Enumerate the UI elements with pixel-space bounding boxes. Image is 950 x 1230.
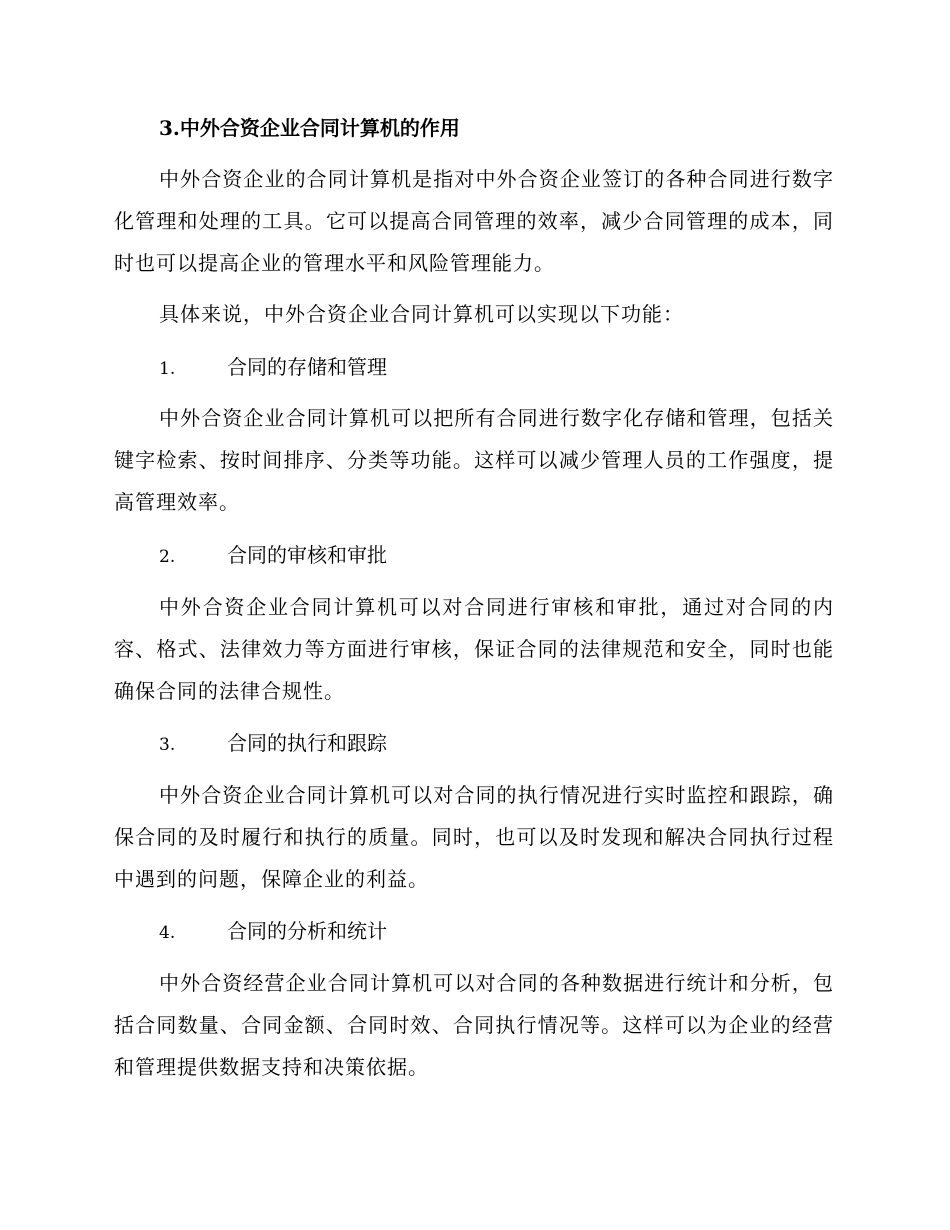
list-item-body: 中外合资企业合同计算机可以对合同的执行情况进行实时监控和跟踪，确保合同的及时履行和执行的质量。同时，也可以及时发现和解决合同执行过程中遇到的问题，保障企业的利益。: [114, 783, 834, 891]
intro-paragraph: 中外合资企业的合同计算机是指对中外合资企业签订的各种合同进行数字化管理和处理的工具。它可以提高合同管理的效率，减少合同管理的成本，同时也可以提高企业的管理水平和风险管理能力。: [114, 167, 834, 275]
lead-paragraph: 具体来说，中外合资企业合同计算机可以实现以下功能：: [159, 302, 684, 326]
list-item-number: 3.: [159, 735, 176, 755]
list-item-body: 中外合资企业合同计算机可以对合同进行审核和审批，通过对合同的内容、格式、法律效力等方面进行审核，保证合同的法律规范和安全，同时也能确保合同的法律合规性。: [114, 595, 834, 703]
list-item-number: 1.: [159, 359, 176, 379]
list-item-body: 中外合资企业合同计算机可以把所有合同进行数字化存储和管理，包括关键字检索、按时间排序、分类等功能。这样可以减少管理人员的工作强度，提高管理效率。: [114, 406, 834, 514]
list-item-heading: [159, 541, 387, 571]
list-item-body: 中外合资经营企业合同计算机可以对合同的各种数据进行统计和分析，包括合同数量、合同金额、合同时效、合同执行情况等。这样可以为企业的经营和管理提供数据支持和决策依据。: [114, 971, 834, 1079]
list-item-title: 合同的存储和管理: [227, 355, 387, 379]
section-heading: 3.中外合资企业合同计算机的作用: [159, 116, 460, 140]
list-item-heading: [159, 729, 387, 759]
list-item-heading: [159, 917, 387, 947]
list-item-number: 2.: [159, 547, 176, 567]
list-item-heading: [159, 353, 387, 383]
list-item-title: 合同的审核和审批: [227, 543, 387, 567]
list-item-title: 合同的执行和跟踪: [227, 731, 387, 755]
list-item-number: 4.: [159, 923, 176, 943]
list-item-title: 合同的分析和统计: [227, 919, 387, 943]
